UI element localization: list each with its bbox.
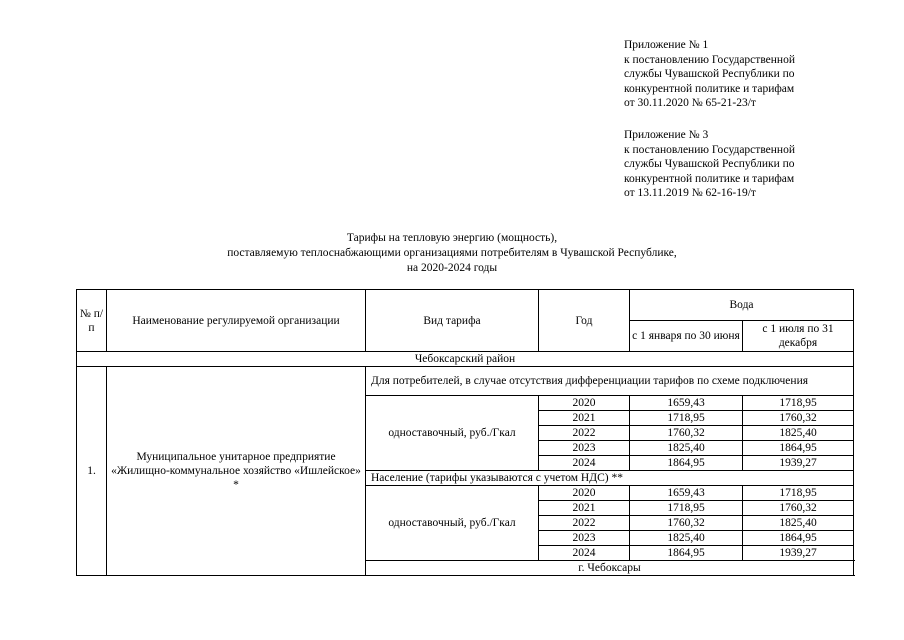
value-cell: 1718,95	[630, 411, 743, 426]
year-cell: 2023	[539, 441, 630, 456]
group-2-tariff: одноставочный, руб./Гкал	[366, 486, 539, 561]
value-cell: 1864,95	[630, 456, 743, 471]
year-cell: 2024	[539, 546, 630, 561]
title-line: поставляемую теплоснабжающими организациями потребителям в Чувашской Республике,	[227, 247, 677, 259]
year-cell: 2024	[539, 456, 630, 471]
value-cell: 1825,40	[630, 531, 743, 546]
value-cell: 1760,32	[630, 516, 743, 531]
entry-num: 1.	[77, 367, 107, 576]
annex-line: к постановлению Государственной	[624, 53, 795, 66]
header-org: Наименование регулируемой организации	[107, 290, 366, 352]
group-2-title: Население (тарифы указываются с учетом НДС) **	[366, 471, 854, 486]
year-cell: 2020	[539, 396, 630, 411]
section-cheboksary-city: г. Чебоксары	[366, 561, 854, 576]
value-cell: 1760,32	[743, 411, 854, 426]
group-1-tariff: одноставочный, руб./Гкал	[366, 396, 539, 471]
value-cell: 1825,40	[743, 516, 854, 531]
value-cell: 1760,32	[630, 426, 743, 441]
value-cell: 1718,95	[743, 486, 854, 501]
title-line: на 2020-2024 годы	[406, 262, 498, 274]
entry-org-name: Муниципальное унитарное предприятие «Жилищно-коммунальное хозяйство «Ишлейское» *	[107, 367, 366, 576]
annex-3-header	[624, 128, 795, 201]
value-cell: 1825,40	[630, 441, 743, 456]
group-1-title: Для потребителей, в случае отсутствия дифференциации тарифов по схеме подключения	[366, 367, 854, 396]
value-cell: 1760,32	[743, 501, 854, 516]
header-year: Год	[539, 290, 630, 352]
section-cheboksary-district: Чебоксарский район	[77, 352, 854, 367]
year-cell: 2022	[539, 426, 630, 441]
header-period-1: с 1 января по 30 июня	[630, 321, 743, 352]
annex-line: службы Чувашской Республики по	[624, 68, 795, 81]
header-period-2: с 1 июля по 31 декабря	[743, 321, 854, 352]
title-line: Тарифы на тепловую энергию (мощность),	[346, 232, 558, 244]
header-water: Вода	[630, 290, 854, 321]
value-cell: 1659,43	[630, 486, 743, 501]
value-cell: 1864,95	[743, 441, 854, 456]
header-tariff-type: Вид тарифа	[366, 290, 539, 352]
year-cell: 2022	[539, 516, 630, 531]
annex-line: Приложение № 3	[624, 129, 709, 141]
value-cell: 1939,27	[743, 456, 854, 471]
value-cell: 1718,95	[743, 396, 854, 411]
value-cell: 1825,40	[743, 426, 854, 441]
annex-line: конкурентной политике и тарифам	[624, 82, 795, 95]
tariff-table	[76, 289, 854, 576]
annex-1-header	[624, 38, 795, 111]
annex-line: конкурентной политике и тарифам	[624, 172, 795, 185]
annex-line: от 13.11.2019 № 62-16-19/т	[624, 187, 756, 200]
year-cell: 2021	[539, 411, 630, 426]
annex-line: Приложение № 1	[624, 39, 709, 51]
document-title	[0, 231, 904, 276]
header-num: № п/п	[77, 290, 107, 352]
value-cell: 1659,43	[630, 396, 743, 411]
annex-line: от 30.11.2020 № 65-21-23/т	[624, 97, 756, 110]
year-cell: 2021	[539, 501, 630, 516]
annex-line: службы Чувашской Республики по	[624, 158, 795, 171]
year-cell: 2020	[539, 486, 630, 501]
value-cell: 1718,95	[630, 501, 743, 516]
value-cell: 1864,95	[743, 531, 854, 546]
year-cell: 2023	[539, 531, 630, 546]
annex-line: к постановлению Государственной	[624, 143, 795, 156]
value-cell: 1864,95	[630, 546, 743, 561]
value-cell: 1939,27	[743, 546, 854, 561]
